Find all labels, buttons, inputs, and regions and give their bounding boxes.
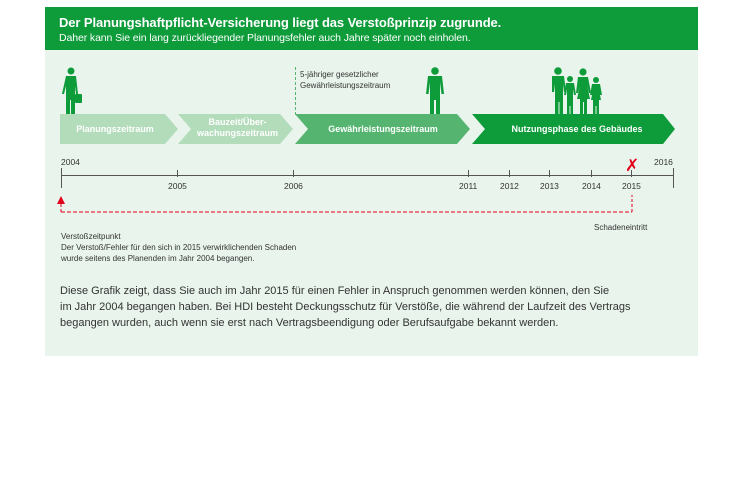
- tick-2012: [509, 170, 510, 177]
- warranty-note-line2: Gewährleistungszeitraum: [300, 81, 391, 90]
- tick-2013: [549, 170, 550, 177]
- tick-2011: [468, 170, 469, 177]
- tick-2004: [61, 168, 62, 188]
- description-line2: im Jahr 2004 begangen haben. Bei HDI besteht Deckungsschutz für Verstöße, die während der Laufzeit des Vertrags: [60, 301, 631, 313]
- phase-label-construction: [185, 117, 290, 139]
- banner-title: Der Planungshaftpflicht-Versicherung liegt das Verstoßprinzip zugrunde.: [59, 15, 502, 30]
- violation-note: [61, 231, 296, 264]
- description-paragraph: [60, 283, 690, 331]
- up-arrow-icon: [57, 196, 65, 204]
- description-line3: begangen wurden, auch wenn sie erst nach Vertragsbeendigung oder Berufsaufgabe bekannt werden.: [60, 317, 559, 329]
- phase-label-usage: Nutzungsphase des Gebäudes: [511, 124, 643, 134]
- description-line1: Diese Grafik zeigt, dass Sie auch im Jahr 2015 für einen Fehler in Anspruch genommen werden können, den Sie: [60, 285, 610, 297]
- timeline-axis: [61, 175, 673, 176]
- phase-label-warranty: Gewährleistungszeitraum: [328, 124, 438, 134]
- header-banner: [45, 7, 698, 50]
- tick-2005: [177, 170, 178, 177]
- warranty-note: [300, 69, 390, 91]
- banner-subtitle: Daher kann Sie ein lang zurückliegender Planungsfehler auch Jahre später noch einholen.: [59, 32, 471, 44]
- year-2005: 2005: [168, 181, 187, 191]
- warranty-guide-line: [295, 67, 296, 115]
- year-2014: 2014: [582, 181, 601, 191]
- phase-label-planning: Planungszeitraum: [76, 124, 154, 134]
- year-2011: 2011: [459, 181, 478, 191]
- damage-note: Schadeneintritt: [594, 223, 648, 232]
- year-2015: 2015: [622, 181, 641, 191]
- violation-note-title: Verstoßzeitpunkt: [61, 232, 121, 241]
- warranty-note-line1: 5-jähriger gesetzlicher: [300, 70, 379, 79]
- violation-note-line1: Der Verstoß/Fehler für den sich in 2015 verwirklichenden Schaden: [61, 243, 297, 252]
- infographic-panel: [45, 7, 698, 356]
- tick-2006: [293, 170, 294, 177]
- violation-connector: [55, 193, 645, 218]
- year-2016: 2016: [654, 157, 673, 167]
- year-2012: 2012: [500, 181, 519, 191]
- year-2013: 2013: [540, 181, 559, 191]
- year-2004: 2004: [61, 157, 80, 167]
- year-2006: 2006: [284, 181, 303, 191]
- violation-note-line2: wurde seitens des Planenden im Jahr 2004 begangen.: [61, 254, 255, 263]
- damage-x-marker: ✗: [625, 156, 640, 175]
- phase-label-construction-line1: Bauzeit/Über-: [208, 117, 267, 127]
- tick-2016: [673, 168, 674, 188]
- tick-2014: [591, 170, 592, 177]
- phase-label-construction-line2: wachungszeitraum: [196, 128, 279, 138]
